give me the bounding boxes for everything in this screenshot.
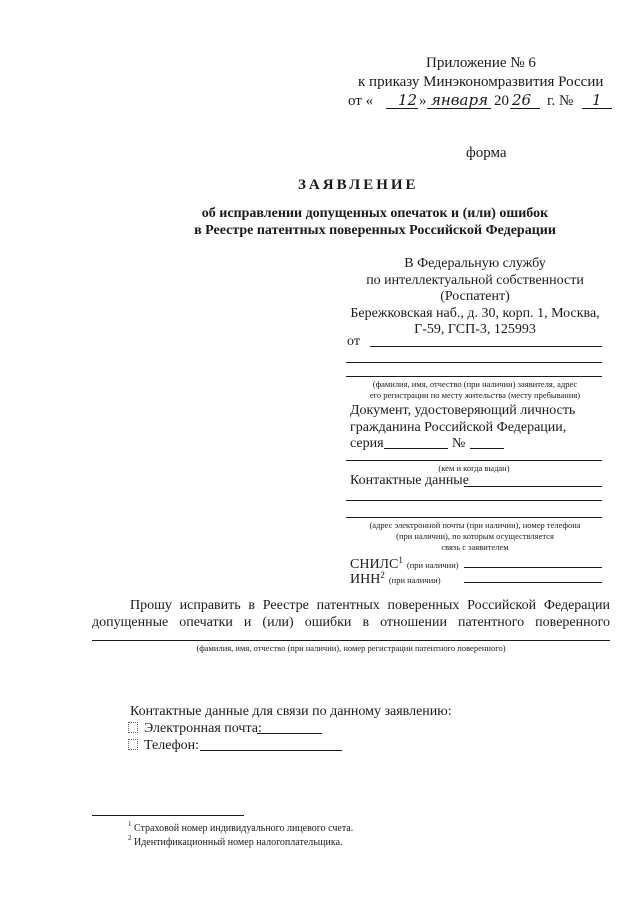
request-line-1: Прошу исправить в Реестре патентных поверенных Российской Федерации	[130, 598, 610, 613]
series-label: серия	[350, 436, 384, 451]
contacts-heading: Контактные данные для связи по данному заявлению:	[130, 704, 452, 719]
footnote-1-mark: 1	[128, 820, 132, 828]
contacts-hint-line-3: связь с заявителем	[441, 542, 509, 552]
order-reference: к приказу Минэкономразвития России	[358, 74, 604, 90]
request-line-2: допущенные опечатки и (или) ошибки в отношении патентного поверенного	[92, 615, 610, 630]
phone-label: Телефон:	[144, 738, 200, 753]
applicant-name-hint	[340, 379, 610, 401]
document-subtitle	[150, 205, 600, 239]
footnote-separator	[92, 815, 244, 816]
order-day: 12	[398, 91, 418, 109]
applicant-contacts-line-3[interactable]	[346, 517, 602, 518]
number-underline	[582, 108, 612, 109]
footnote-2-text: Идентификационный номер налогоплательщика.	[134, 837, 343, 848]
order-year: 26	[512, 91, 532, 109]
applicant-contacts-line-1[interactable]	[464, 486, 602, 487]
footnote-1	[128, 820, 354, 834]
order-year-prefix: 20	[494, 93, 509, 109]
addressee-line-4: Бережковская наб., д. 30, корп. 1, Москва,	[350, 305, 600, 321]
addressee-line-5: Г-59, ГСП-3, 125993	[414, 322, 536, 337]
from-label: от	[347, 334, 360, 349]
order-month: января	[431, 91, 489, 109]
footnote-1-text: Страховой номер индивидуального лицевого счета.	[134, 823, 354, 834]
series-field[interactable]	[384, 448, 448, 449]
phone-row	[128, 738, 199, 754]
document-title: ЗАЯВЛЕНИЕ	[298, 177, 419, 193]
applicant-contacts-hint	[340, 520, 610, 553]
snils-note: (при наличии)	[406, 560, 459, 570]
inn-field[interactable]	[464, 582, 602, 583]
email-row	[128, 721, 262, 737]
addressee-line-2: по интеллектуальной собственности	[366, 272, 584, 288]
identity-document-line-1: Документ, удостоверяющий личность	[350, 403, 576, 418]
order-number-label: г. №	[547, 93, 574, 109]
attorney-name-hint: (фамилия, имя, отчество (при наличии), номер регистрации патентного поверенного)	[196, 643, 506, 653]
order-number: 1	[592, 91, 602, 109]
document-number-field[interactable]	[470, 448, 504, 449]
applicant-contacts-line-2[interactable]	[346, 500, 602, 501]
issued-by-hint: (кем и когда выдан)	[438, 463, 510, 473]
contacts-label: Контактные данные	[350, 473, 469, 488]
form-label: форма	[466, 145, 507, 161]
order-date-mid: »	[419, 93, 427, 109]
inn-label: ИНН	[350, 572, 381, 587]
document-number-label: №	[452, 436, 466, 451]
appendix-number: Приложение № 6	[426, 55, 536, 71]
order-date-prefix: от «	[348, 93, 374, 109]
snils-label: СНИЛС	[350, 557, 399, 572]
applicant-name-line-1[interactable]	[370, 346, 602, 347]
applicant-name-hint-line-2: его регистрации по месту жительства (месту пребывания)	[369, 390, 581, 400]
addressee-line-1: В Федеральную службу	[404, 256, 546, 271]
inn-row	[350, 570, 441, 588]
applicant-name-line-3[interactable]	[346, 376, 602, 377]
inn-footnote-ref: 2	[380, 570, 385, 580]
applicant-name-hint-line-1: (фамилия, имя, отчество (при наличии) заявителя, адрес	[372, 379, 578, 389]
issued-by-field[interactable]	[346, 460, 602, 461]
month-underline	[427, 108, 491, 109]
email-checkbox[interactable]	[128, 722, 138, 733]
year-underline	[510, 108, 540, 109]
contacts-hint-line-1: (адрес электронной почты (при наличии), номер телефона	[369, 520, 581, 530]
contacts-hint-line-2: (при наличии), по которым осуществляется	[396, 531, 554, 541]
phone-checkbox[interactable]	[128, 739, 138, 750]
footnote-2-mark: 2	[128, 834, 132, 842]
attorney-name-field[interactable]	[92, 640, 610, 641]
email-field[interactable]	[257, 733, 322, 734]
footnote-2	[128, 834, 343, 848]
addressee-line-3: (Роспатент)	[440, 289, 510, 304]
snils-field[interactable]	[464, 567, 602, 568]
applicant-name-line-2[interactable]	[346, 362, 602, 363]
identity-document-line-2: гражданина Российской Федерации,	[350, 420, 567, 435]
inn-note: (при наличии)	[388, 575, 441, 585]
phone-field[interactable]	[200, 750, 342, 751]
snils-footnote-ref: 1	[398, 555, 403, 565]
subtitle-line-1: об исправлении допущенных опечаток и (или) ошибок	[201, 206, 549, 221]
addressee-block	[330, 256, 620, 339]
subtitle-line-2: в Реестре патентных поверенных Российской Федерации	[194, 223, 556, 238]
day-underline	[386, 108, 418, 109]
email-label: Электронная почта:	[144, 721, 262, 736]
